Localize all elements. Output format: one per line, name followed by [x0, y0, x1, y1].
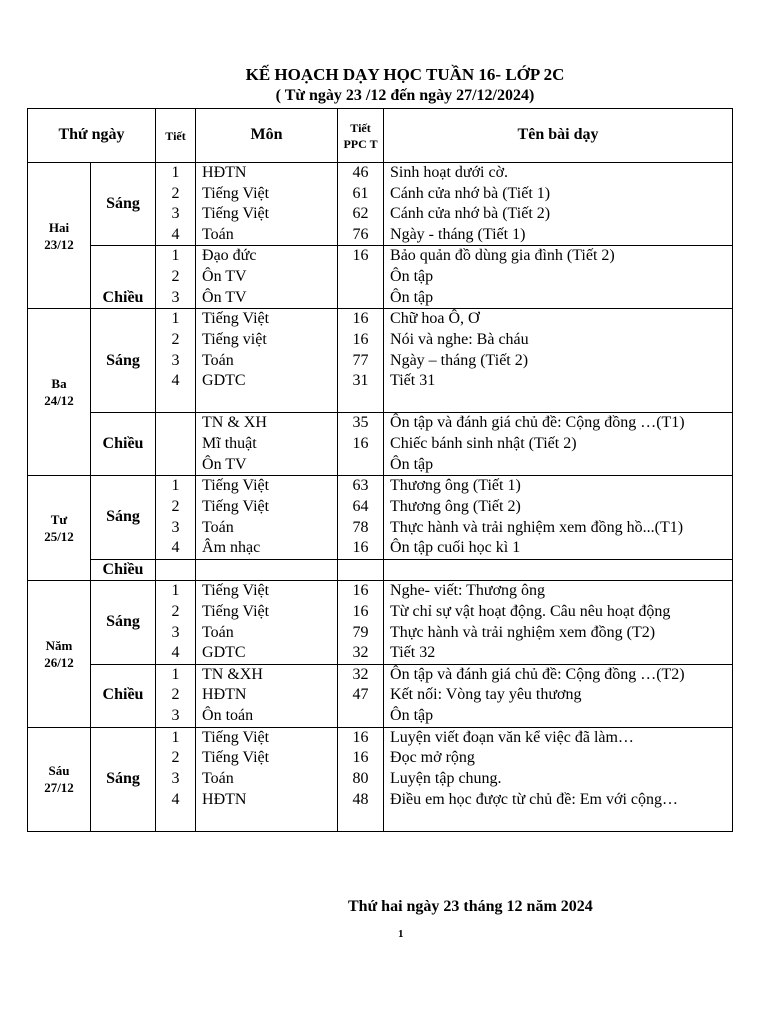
- header-row: [28, 109, 733, 163]
- footer-date: Thứ hai ngày 23 tháng 12 năm 2024: [348, 898, 593, 915]
- subject-line: Tiếng Việt: [202, 184, 270, 202]
- period-line: 3: [171, 706, 180, 724]
- document-title: KẾ HOẠCH DẠY HỌC TUẦN 16- LỚP 2C: [245, 65, 565, 84]
- lesson-line: Đọc mở rộng: [390, 749, 475, 767]
- subject-line: HĐTN: [202, 686, 247, 704]
- period-line: [156, 455, 195, 476]
- day-cell: [28, 581, 91, 727]
- day-name: Sáu: [48, 763, 70, 779]
- subject-line: Toán: [202, 518, 234, 536]
- header-period: Tiết: [156, 109, 196, 163]
- period-line: [156, 413, 195, 434]
- subject-line: GDTC: [202, 644, 246, 662]
- period-line: 4: [171, 225, 180, 243]
- header-day: Thứ ngày: [28, 109, 156, 163]
- period-line: 3: [171, 769, 180, 787]
- subject-line: HĐTN: [202, 790, 247, 808]
- lesson-line: Ngày - tháng (Tiết 1): [390, 225, 526, 243]
- lesson-cell: [384, 559, 733, 581]
- lesson-line: Kết nối: Vòng tay yêu thương: [390, 686, 582, 704]
- period-line: 1: [171, 310, 180, 328]
- session-row: [28, 246, 733, 309]
- ppct-line: 32: [352, 665, 369, 683]
- subject-line: TN & XH: [202, 414, 267, 432]
- subject-line: Tiếng Việt: [202, 749, 270, 767]
- period-line: 1: [171, 582, 180, 600]
- period-line: 3: [171, 288, 180, 306]
- period-line: 1: [171, 247, 180, 265]
- session-row: [28, 413, 733, 476]
- session-label: Chiều: [91, 664, 156, 727]
- lesson-line: Ôn tập: [390, 288, 434, 306]
- session-label: Chiều: [91, 413, 156, 476]
- ppct-line: 63: [352, 477, 369, 495]
- period-line: [156, 434, 195, 455]
- ppct-cell: [338, 559, 384, 581]
- ppct-line: 77: [352, 351, 369, 369]
- period-cell: [156, 246, 196, 309]
- lesson-cell: [384, 163, 733, 246]
- period-line: 2: [171, 330, 180, 348]
- ppct-line: 47: [352, 686, 369, 704]
- period-line: 4: [171, 539, 180, 557]
- ppct-line: [338, 267, 383, 288]
- lesson-line: Thực hành và trải nghiệm xem đồng hồ...(T1): [390, 518, 684, 536]
- lesson-line: Ôn tập: [390, 706, 434, 724]
- subject-line: Tiếng Việt: [202, 728, 270, 746]
- ppct-cell: [338, 246, 384, 309]
- period-line: 2: [171, 497, 180, 515]
- lesson-line: Cánh cửa nhớ bà (Tiết 1): [390, 184, 551, 202]
- ppct-line: 79: [352, 623, 369, 641]
- ppct-line: 80: [352, 769, 369, 787]
- ppct-cell: [338, 163, 384, 246]
- ppct-line: 62: [352, 205, 369, 223]
- session-row: [28, 559, 733, 581]
- session-row: [28, 727, 733, 831]
- period-line: 4: [171, 372, 180, 390]
- period-line: 3: [171, 351, 180, 369]
- session-label: Chiều: [91, 246, 156, 309]
- ppct-cell: [338, 664, 384, 727]
- ppct-line: 32: [352, 644, 369, 662]
- lesson-line: Nghe- viết: Thương ông: [390, 582, 546, 600]
- lesson-line: Luyện tập chung.: [390, 769, 502, 787]
- lesson-cell: [384, 413, 733, 476]
- lesson-cell: [384, 581, 733, 664]
- period-cell: [156, 727, 196, 831]
- ppct-line: 31: [352, 372, 369, 390]
- lesson-line: Ôn tập: [390, 455, 434, 473]
- subject-line: Toán: [202, 225, 234, 243]
- day-date: 27/12: [44, 780, 74, 796]
- period-line: 4: [171, 644, 180, 662]
- session-row: [28, 664, 733, 727]
- ppct-line: 61: [352, 184, 369, 202]
- ppct-line: 16: [352, 310, 369, 328]
- subject-line: Tiếng Việt: [202, 477, 270, 495]
- ppct-line: 46: [352, 164, 369, 181]
- ppct-line: 16: [352, 330, 369, 348]
- period-cell: [156, 559, 196, 581]
- subject-line: GDTC: [202, 372, 246, 390]
- day-date: 26/12: [44, 655, 74, 671]
- subject-line: Ôn TV: [202, 267, 247, 285]
- lesson-line: Ôn tập: [390, 267, 434, 285]
- period-line: 3: [171, 205, 180, 223]
- ppct-line: 48: [352, 790, 369, 808]
- ppct-line: 16: [352, 582, 369, 600]
- subject-cell: [196, 309, 338, 413]
- subject-line: HĐTN: [202, 164, 247, 181]
- period-line: 2: [171, 686, 180, 704]
- subject-line: Ôn TV: [202, 288, 247, 306]
- day-date: 24/12: [44, 393, 74, 409]
- lesson-line: Tiết 31: [390, 372, 436, 390]
- ppct-line: 16: [352, 247, 369, 265]
- day-cell: [28, 727, 91, 831]
- day-date: 25/12: [44, 529, 74, 545]
- lesson-line: Ôn tập cuối học kì 1: [390, 539, 521, 557]
- subject-line: Mĩ thuật: [202, 434, 257, 452]
- subject-line: Ôn TV: [202, 455, 247, 473]
- session-label: Sáng: [91, 163, 156, 246]
- period-line: 2: [171, 267, 180, 285]
- period-line: 1: [171, 477, 180, 495]
- ppct-line: 16: [352, 434, 369, 452]
- day-cell: [28, 476, 91, 581]
- subject-line: Toán: [202, 769, 234, 787]
- ppct-line: [338, 706, 383, 727]
- ppct-line: 16: [352, 728, 369, 746]
- subject-cell: [196, 559, 338, 581]
- lesson-line: Bảo quản đồ dùng gia đình (Tiết 2): [390, 247, 615, 265]
- day-name: Tư: [50, 512, 68, 528]
- period-line: 2: [171, 602, 180, 620]
- lesson-line: Sinh hoạt dưới cờ.: [390, 164, 509, 181]
- subject-line: Tiếng Việt: [202, 602, 270, 620]
- subject-line: Tiếng Việt: [202, 310, 270, 328]
- period-line: 4: [171, 790, 180, 808]
- ppct-line: 76: [352, 225, 369, 243]
- subject-cell: [196, 476, 338, 559]
- session-row: [28, 476, 733, 559]
- subject-line: Toán: [202, 623, 234, 641]
- period-line: 1: [171, 728, 180, 746]
- ppct-line: 16: [352, 749, 369, 767]
- lesson-line: Chiếc bánh sinh nhật (Tiết 2): [390, 434, 577, 452]
- period-cell: [156, 476, 196, 559]
- session-label: Sáng: [91, 309, 156, 413]
- day-name: Ba: [51, 376, 67, 392]
- lesson-cell: [384, 727, 733, 831]
- period-cell: [156, 309, 196, 413]
- ppct-cell: [338, 476, 384, 559]
- lesson-line: Ngày – tháng (Tiết 2): [390, 351, 529, 369]
- document-subtitle: ( Từ ngày 23 /12 đến ngày 27/12/2024): [275, 87, 535, 104]
- ppct-cell: [338, 309, 384, 413]
- period-cell: [156, 163, 196, 246]
- header-lesson: Tên bài dạy: [384, 109, 733, 163]
- lesson-line: Ôn tập và đánh giá chủ đề: Cộng đồng …(T1): [390, 414, 685, 432]
- page-number: 1: [398, 928, 404, 940]
- subject-line: Tiếng việt: [202, 330, 267, 348]
- session-label: Sáng: [91, 727, 156, 831]
- subject-line: Toán: [202, 351, 234, 369]
- subject-line: Tiếng Việt: [202, 497, 270, 515]
- lesson-cell: [384, 664, 733, 727]
- ppct-cell: [338, 727, 384, 831]
- period-cell: [156, 664, 196, 727]
- ppct-line: 35: [352, 414, 369, 432]
- lesson-line: Thương ông (Tiết 2): [390, 497, 521, 515]
- ppct-cell: [338, 413, 384, 476]
- lesson-line: Luyện viết đoạn văn kể việc đã làm…: [390, 728, 634, 746]
- lesson-line: Thương ông (Tiết 1): [390, 477, 521, 495]
- subject-cell: [196, 581, 338, 664]
- lesson-line: Từ chỉ sự vật hoạt động. Câu nêu hoạt động: [390, 602, 671, 620]
- subject-cell: [196, 664, 338, 727]
- period-line: 1: [171, 665, 180, 683]
- day-cell: [28, 163, 91, 309]
- lesson-line: Thực hành và trải nghiệm xem đồng (T2): [390, 623, 656, 641]
- lesson-cell: [384, 476, 733, 559]
- subject-cell: [196, 246, 338, 309]
- ppct-cell: [338, 581, 384, 664]
- ppct-line: 16: [352, 602, 369, 620]
- subject-line: Âm nhạc: [202, 539, 261, 557]
- header-subject: Môn: [196, 109, 338, 163]
- subject-cell: [196, 413, 338, 476]
- day-date: 23/12: [44, 236, 74, 252]
- period-line: 3: [171, 623, 180, 641]
- lesson-cell: [384, 246, 733, 309]
- lesson-line: Ôn tập và đánh giá chủ đề: Cộng đồng …(T2): [390, 665, 685, 683]
- header-ppct: Tiết PPC T: [338, 109, 384, 163]
- ppct-line: 78: [352, 518, 369, 536]
- ppct-line: 16: [352, 539, 369, 557]
- period-line: 2: [171, 184, 180, 202]
- period-cell: [156, 413, 196, 476]
- ppct-line: 64: [352, 497, 369, 515]
- subject-cell: [196, 727, 338, 831]
- subject-cell: [196, 163, 338, 246]
- subject-line: TN &XH: [202, 665, 263, 683]
- period-line: 2: [171, 749, 180, 767]
- period-cell: [156, 581, 196, 664]
- lesson-line: Nói và nghe: Bà cháu: [390, 330, 529, 348]
- subject-line: Tiếng Việt: [202, 205, 270, 223]
- day-cell: [28, 309, 91, 476]
- lesson-line: Cánh cửa nhớ bà (Tiết 2): [390, 205, 551, 223]
- schedule-table: [27, 108, 733, 832]
- lesson-line: Điều em học được từ chủ đề: Em với cộng…: [390, 790, 678, 808]
- lesson-line: Tiết 32: [390, 644, 436, 662]
- lesson-line: Chữ hoa Ô, Ơ: [390, 310, 480, 328]
- period-line: 1: [171, 164, 180, 181]
- session-label: Sáng: [91, 476, 156, 559]
- day-name: Năm: [45, 638, 73, 654]
- session-row: [28, 163, 733, 246]
- lesson-cell: [384, 309, 733, 413]
- ppct-line: [338, 455, 383, 476]
- subject-line: Tiếng Việt: [202, 582, 270, 600]
- session-label: Chiều: [91, 559, 156, 581]
- period-line: 3: [171, 518, 180, 536]
- session-row: [28, 309, 733, 413]
- ppct-line: [338, 288, 383, 309]
- subject-line: Ôn toán: [202, 706, 254, 724]
- day-name: Hai: [48, 219, 70, 235]
- session-row: [28, 581, 733, 664]
- subject-line: Đạo đức: [202, 247, 257, 265]
- session-label: Sáng: [91, 581, 156, 664]
